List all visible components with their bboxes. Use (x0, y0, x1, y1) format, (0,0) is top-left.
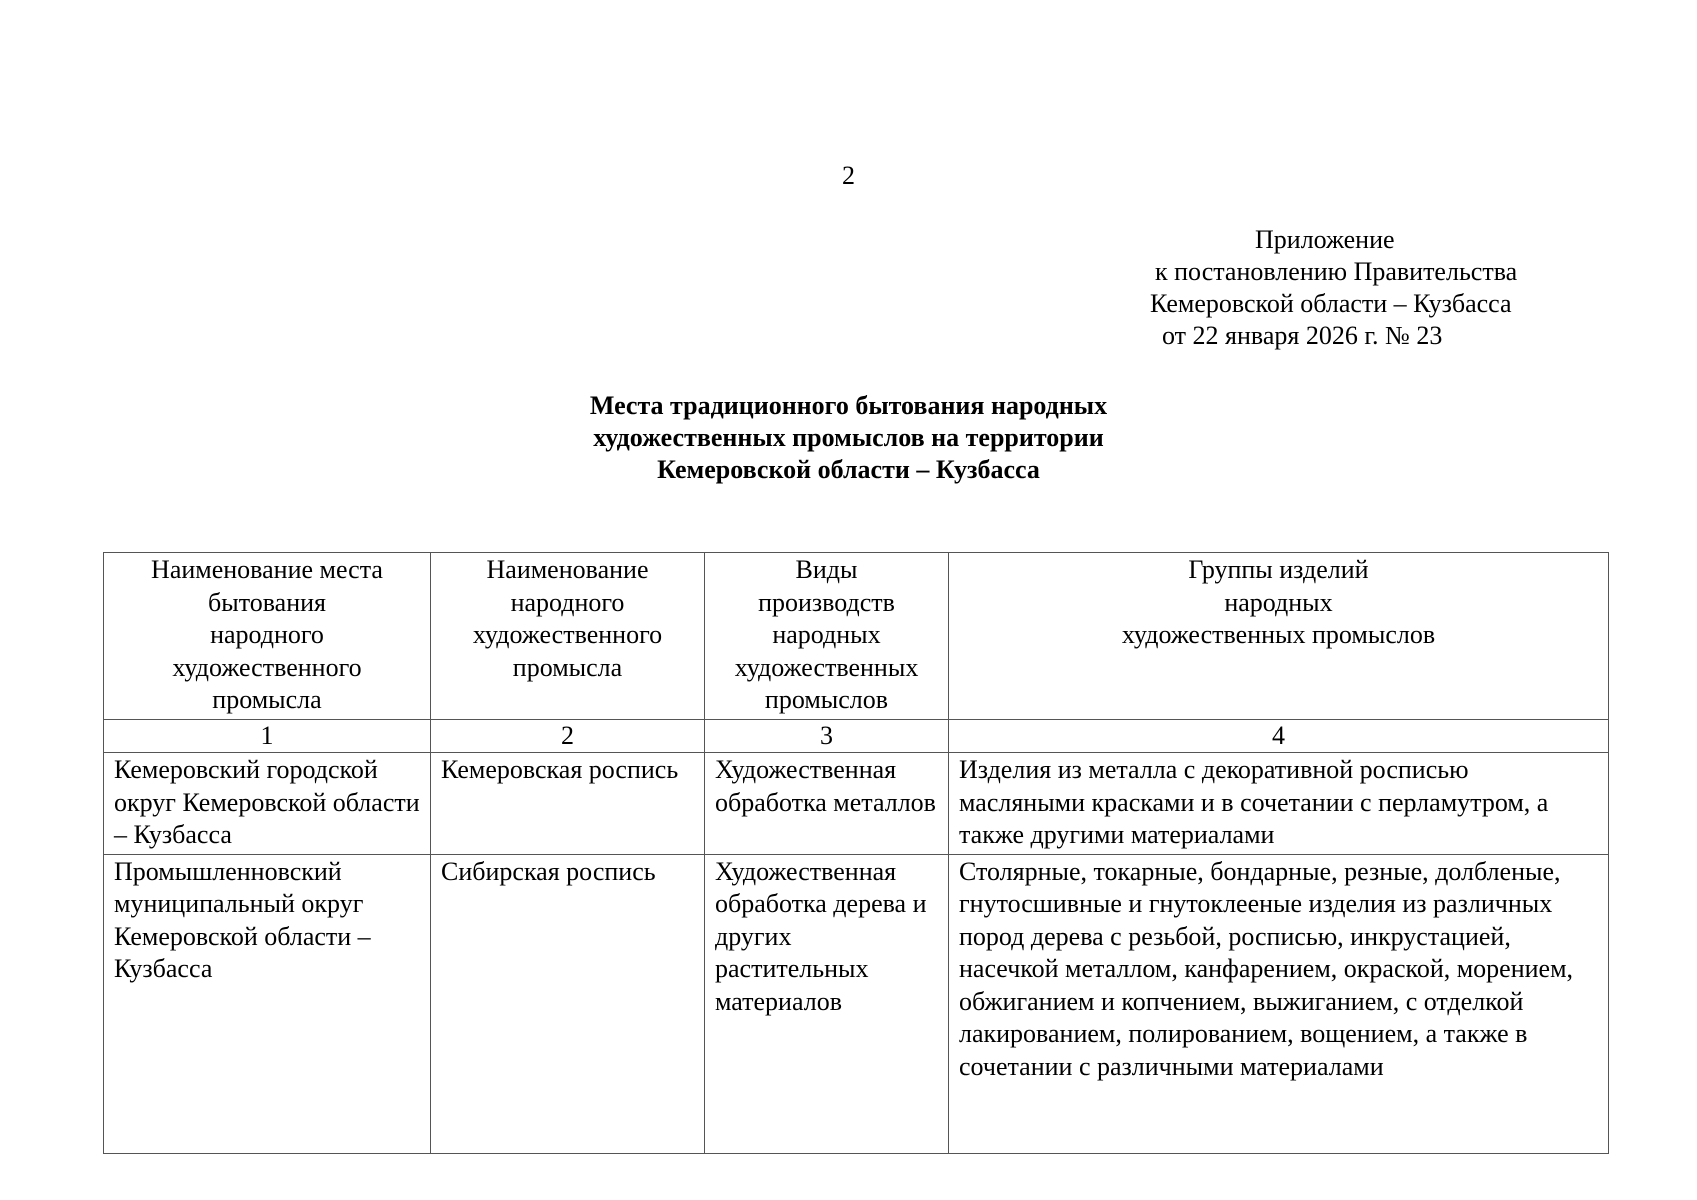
title-line-1: Места традиционного бытования народных (589, 391, 1108, 420)
header-craft-name: Наименование народного художественного промысла (431, 553, 705, 720)
table-row (104, 854, 1609, 1153)
header-place: Наименование места бытования народного художественного промысла (104, 553, 431, 720)
appendix-block (1100, 224, 1560, 352)
cell-place: Кемеровский городской округ Кемеровской области – Кузбасса (104, 753, 431, 855)
header-product-groups: Группы изделий народных художественных промыслов (949, 553, 1609, 720)
cell-production: Художественная обработка дерева и других растительных материалов (705, 854, 949, 1153)
table-row (104, 753, 1609, 855)
cell-place: Промышленновский муниципальный округ Кемеровской области – Кузбасса (104, 854, 431, 1153)
cell-products: Столярные, токарные, бондарные, резные, долбленые, гнутосшивные и гнутоклееные изделия из различных пород дерева с резьбой, росписью, инкрустацией, насечкой металлом, канфарением, окраской, морением, обжиганием и копчением, выжиганием, с отделкой лакированием, полированием, вощением, а также в сочетании с различными материалами (949, 854, 1609, 1153)
cell-products: Изделия из металла с декоративной росписью масляными красками и в сочетании с перламутром, а также другими материалами (949, 753, 1609, 855)
crafts-table (103, 552, 1609, 1154)
appendix-date-number: от 22 января 2026 г. № 23 (1162, 321, 1443, 350)
appendix-decree-ref: к постановлению Правительства (1155, 257, 1518, 286)
header-production-types: Виды производств народных художественных промыслов (705, 553, 949, 720)
document-title (0, 390, 1697, 486)
column-number-row (104, 719, 1609, 753)
cell-craft: Кемеровская роспись (431, 753, 705, 855)
column-number: 2 (431, 719, 705, 753)
table-header-row (104, 553, 1609, 720)
column-number: 4 (949, 719, 1609, 753)
title-line-3: Кемеровской области – Кузбасса (657, 455, 1040, 484)
page-number: 2 (842, 161, 855, 190)
appendix-label: Приложение (1255, 225, 1395, 254)
cell-craft: Сибирская роспись (431, 854, 705, 1153)
cell-production: Художественная обработка металлов (705, 753, 949, 855)
column-number: 3 (705, 719, 949, 753)
column-number: 1 (104, 719, 431, 753)
title-line-2: художественных промыслов на территории (593, 423, 1104, 452)
appendix-region: Кемеровской области – Кузбасса (1150, 289, 1512, 318)
